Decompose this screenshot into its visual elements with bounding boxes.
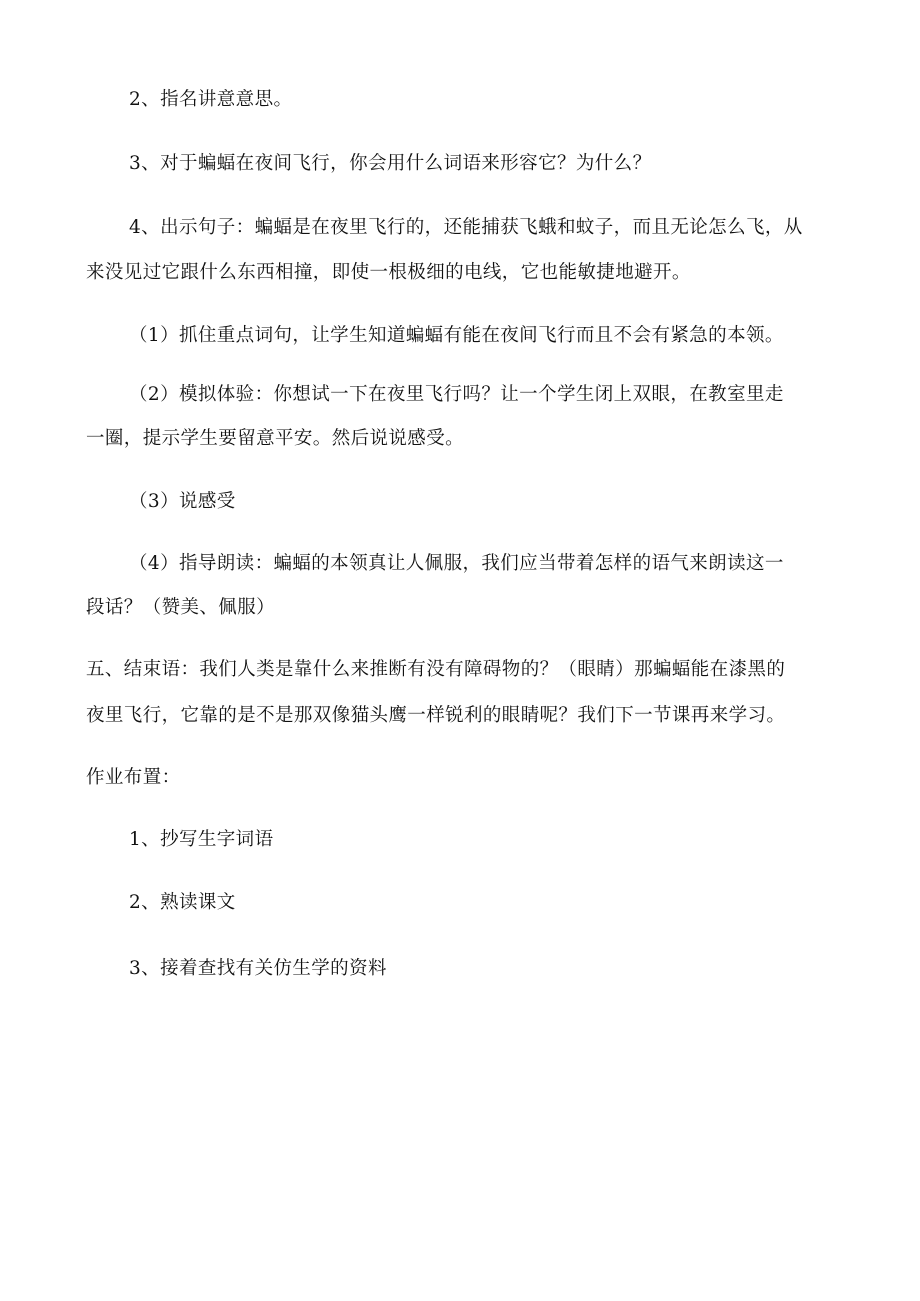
section-five-line-2: 夜里飞行，它靠的是不是那双像猫头鹰一样锐利的眼睛呢？我们下一节课再来学习。 [86,705,786,726]
paragraph-item-4-line-2: 来没见过它跟什么东西相撞，即使一根极细的电线，它也能敏捷地避开。 [86,262,691,283]
sub-item-2-line-1: （2）模拟体验：你想试一下在夜里飞行吗？让一个学生闭上双眼，在教室里走 [129,384,784,405]
sub-item-4-line-2: 段话？（赞美、佩服） [86,597,276,618]
sub-item-4-line-1: （4）指导朗读：蝙蝠的本领真让人佩服，我们应当带着怎样的语气来朗读这一 [129,553,784,574]
section-five-line-1: 五、结束语：我们人类是靠什么来推断有没有障碍物的？（眼睛）那蝙蝠能在漆黑的 [86,659,786,680]
paragraph-item-3: 3、对于蝙蝠在夜间飞行，你会用什么词语来形容它？为什么？ [129,153,652,174]
homework-heading: 作业布置： [86,767,181,788]
paragraph-item-2: 2、指名讲意意思。 [129,89,293,110]
homework-item-2: 2、熟读课文 [129,892,236,913]
sub-item-3: （3）说感受 [129,491,236,512]
sub-item-2-line-2: 一圈，提示学生要留意平安。然后说说感受。 [86,428,465,449]
sub-item-1: （1）抓住重点词句，让学生知道蝙蝠有能在夜间飞行而且不会有紧急的本领。 [129,325,784,346]
homework-item-3: 3、接着查找有关仿生学的资料 [129,958,387,979]
paragraph-item-4-line-1: 4、出示句子：蝙蝠是在夜里飞行的，还能捕获飞蛾和蚊子，而且无论怎么飞，从 [129,217,803,238]
homework-item-1: 1、抄写生字词语 [129,829,274,850]
